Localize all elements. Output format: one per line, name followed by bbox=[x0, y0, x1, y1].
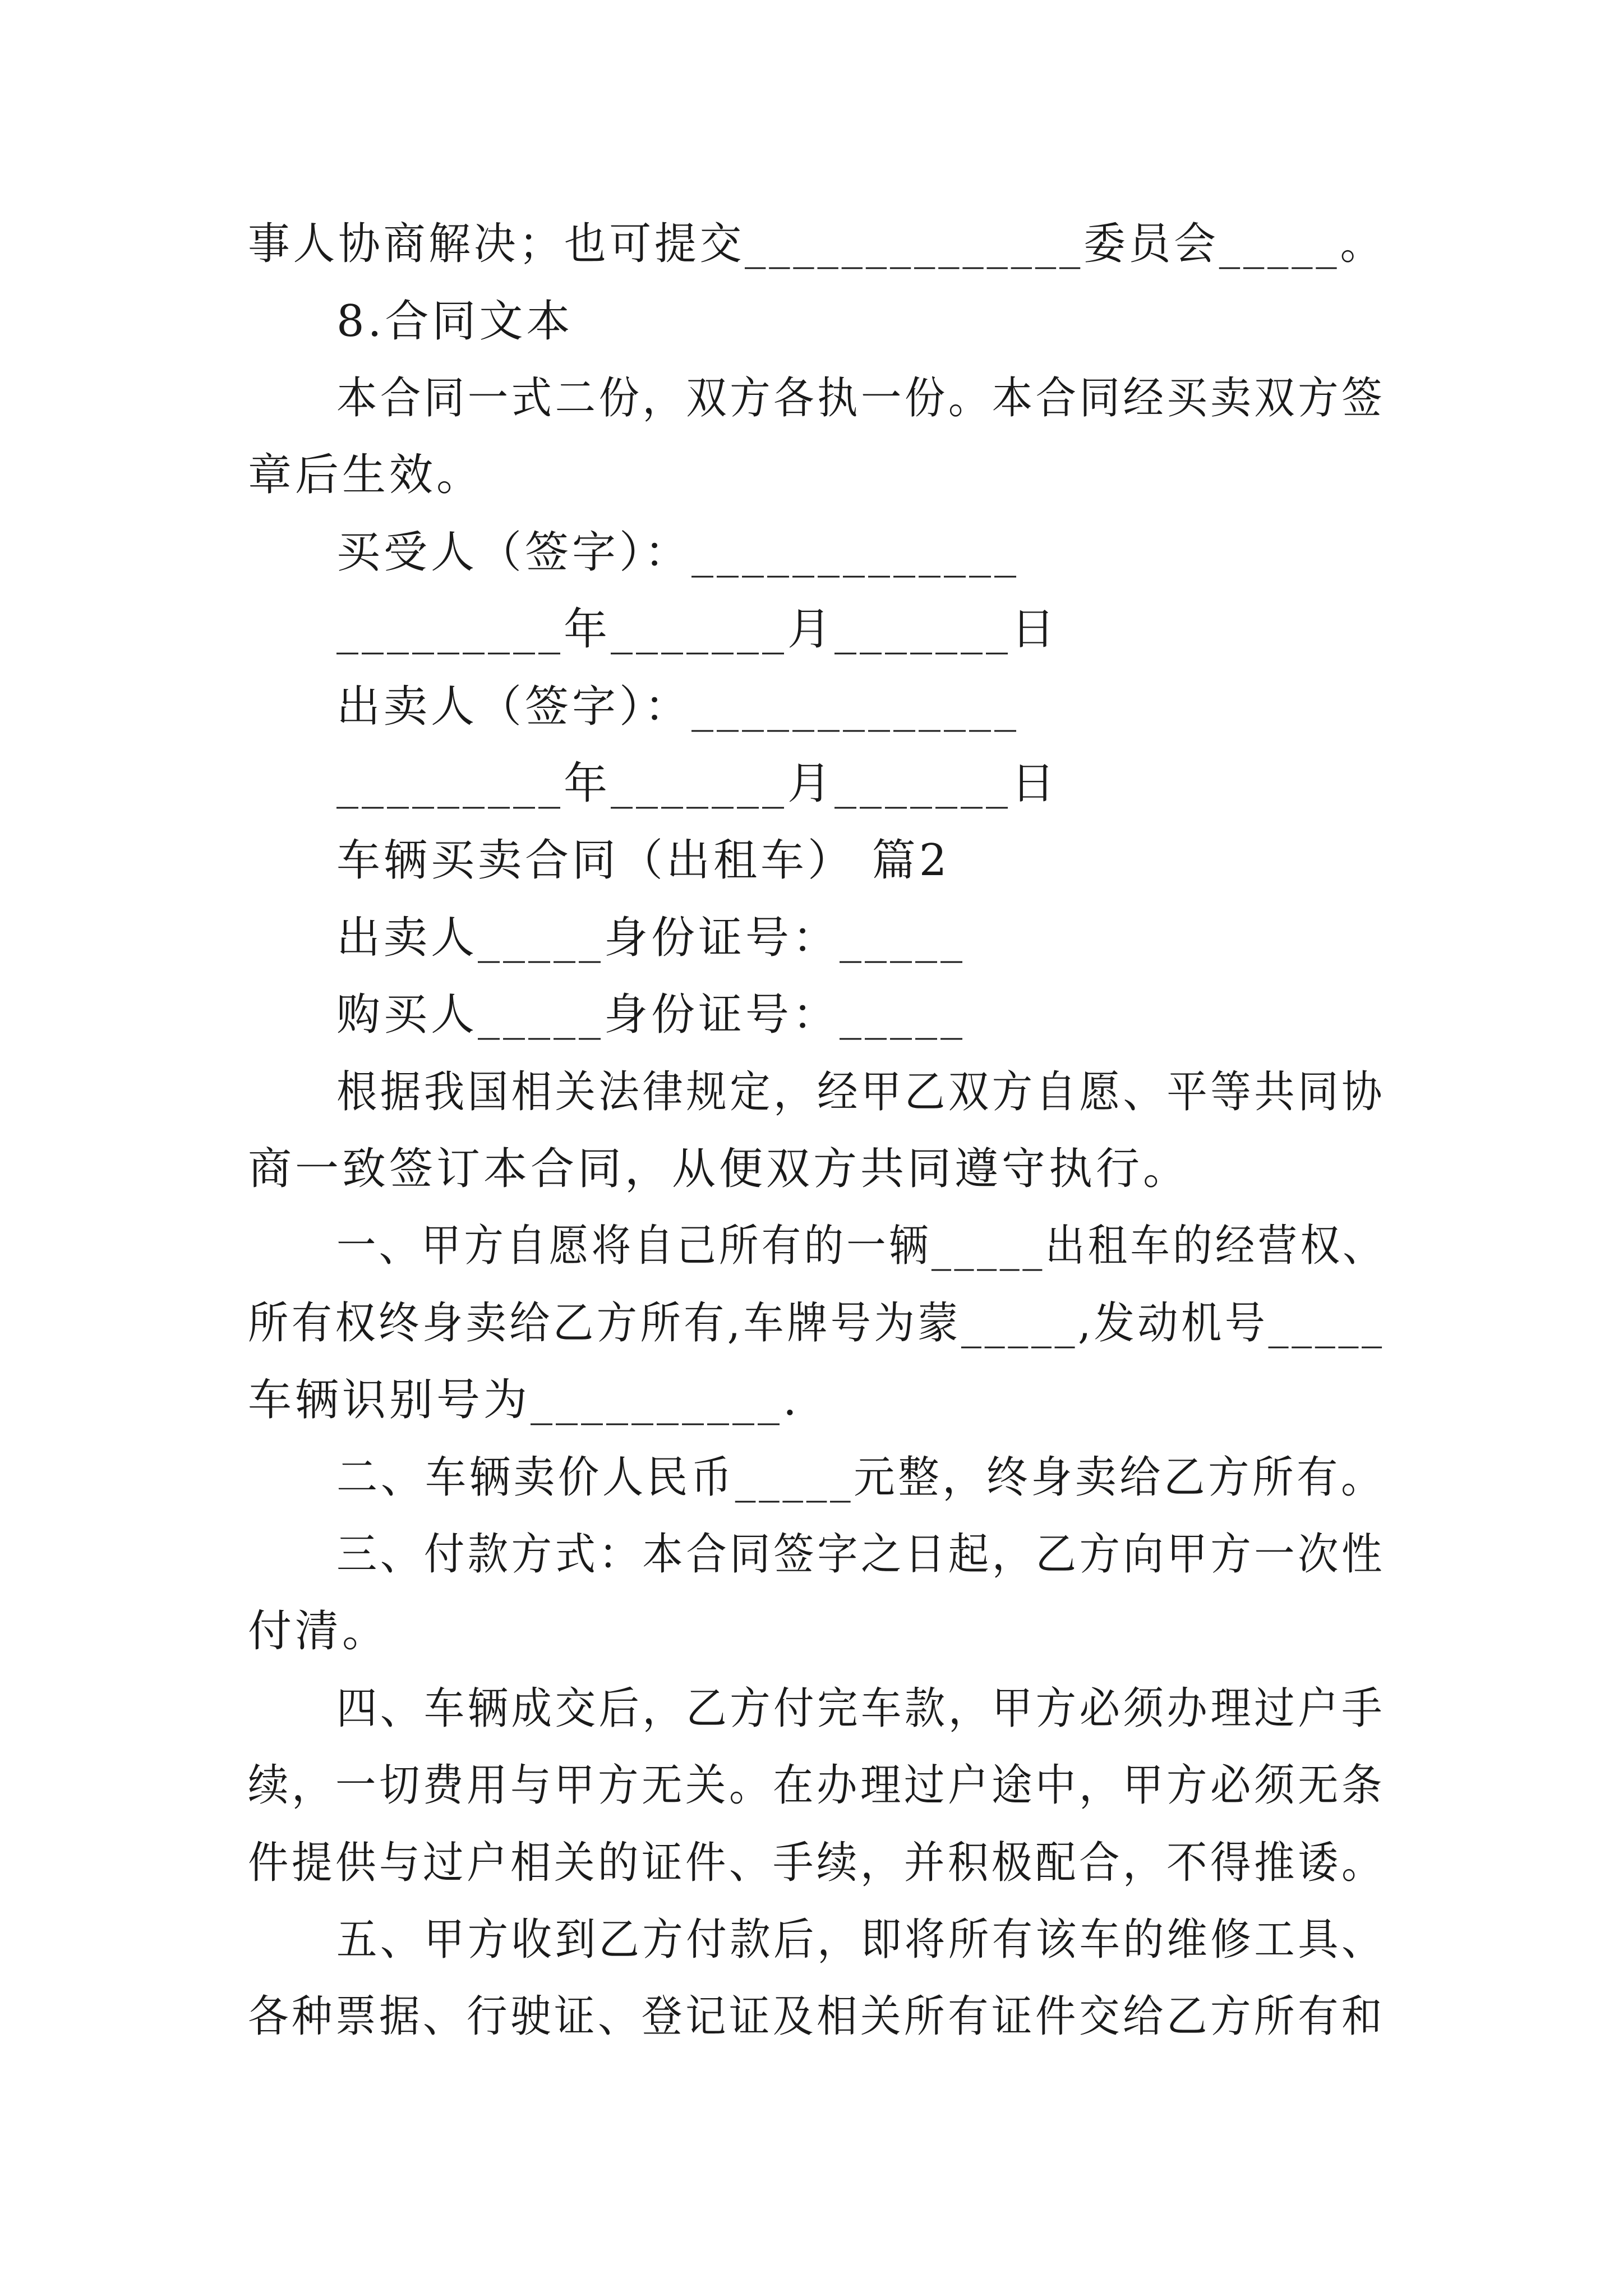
text-line: 三、付款方式：本合同签字之日起，乙方向甲方一次性 bbox=[336, 1529, 1386, 1580]
text-line: 付清。 bbox=[248, 1606, 390, 1657]
text-line: 本合同一式二份，双方各执一份。本合同经买卖双方签 bbox=[336, 373, 1386, 424]
text-line: 购买人_____身份证号：_____ bbox=[336, 990, 966, 1040]
text-line: 车辆识别号为__________. bbox=[248, 1375, 800, 1425]
text-line: 续，一切费用与甲方无关。在办理过户途中，甲方必须无条 bbox=[248, 1760, 1386, 1811]
date-line: _________年_______月_______日 bbox=[336, 604, 1059, 655]
section-heading: 8.合同文本 bbox=[336, 296, 574, 347]
text-line: 出卖人_____身份证号：_____ bbox=[336, 913, 966, 963]
text-line: 各种票据、行驶证、登记证及相关所有证件交给乙方所有和 bbox=[248, 1991, 1386, 2042]
signature-line: 出卖人（签字）：_____________ bbox=[336, 682, 1020, 732]
text-line: 章后生效。 bbox=[248, 450, 484, 500]
text-line: 四、车辆成交后，乙方付完车款，甲方必须办理过户手 bbox=[336, 1683, 1386, 1734]
contract-title: 车辆买卖合同（出租车） 篇2 bbox=[336, 835, 951, 886]
text-line: 商一致签订本合同，从便双方共同遵守执行。 bbox=[248, 1144, 1191, 1194]
text-line: 根据我国相关法律规定，经甲乙双方自愿、平等共同协 bbox=[336, 1067, 1386, 1117]
text-line: 一、甲方自愿将自己所有的一辆_____出租车的经营权、 bbox=[336, 1221, 1386, 1271]
text-line: 所有权终身卖给乙方所有,车牌号为蒙_____,发动机号_____ bbox=[248, 1298, 1385, 1349]
text-line: 二、车辆卖价人民币_____元整，终身卖给乙方所有。 bbox=[336, 1452, 1386, 1503]
text-line: 事人协商解决；也可提交______________委员会_____。 bbox=[248, 219, 1386, 269]
text-line: 五、甲方收到乙方付款后，即将所有该车的维修工具、 bbox=[336, 1915, 1386, 1965]
text-line: 件提供与过户相关的证件、手续，并积极配合，不得推诿。 bbox=[248, 1838, 1386, 1888]
date-line: _________年_______月_______日 bbox=[336, 758, 1059, 809]
signature-line: 买受人（签字）：_____________ bbox=[336, 527, 1020, 578]
